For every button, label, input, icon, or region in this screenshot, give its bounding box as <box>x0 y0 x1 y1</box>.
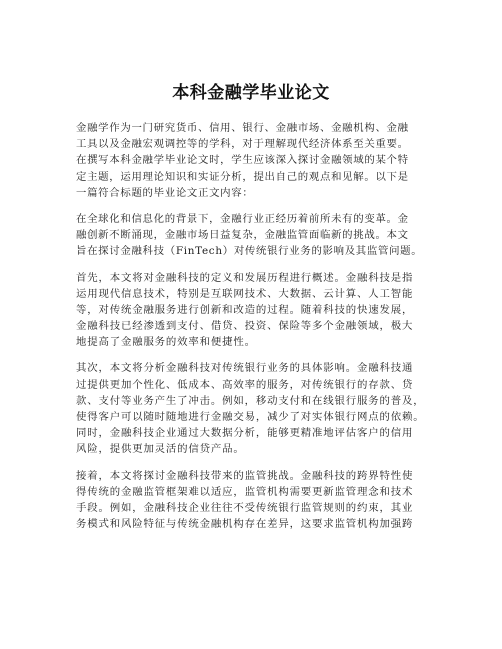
paragraph-impact <box>76 360 436 457</box>
text-line: 金融科技已经渗透到支付、借贷、投资、保险等多个金融领域，极大 <box>76 320 414 333</box>
paragraph-regulation <box>76 468 436 533</box>
document-title: 本科金融学毕业论文 <box>172 83 330 103</box>
text-line: 首先，本文将对金融科技的定义和发展历程进行概述。金融科技是指 <box>76 271 414 284</box>
text-line: 风险，提供更加灵活的信贷产品。 <box>76 443 245 456</box>
text-line: 地提高了金融服务的效率和便捷性。 <box>76 336 256 349</box>
paragraph-background <box>76 211 436 260</box>
text-line: 运用现代信息技术，特别是互联网技术、大数据、云计算、人工智能 <box>76 287 414 300</box>
text-line: 过提供更加个性化、低成本、高效率的服务，对传统银行的存款、贷 <box>76 378 414 391</box>
text-line: 其次，本文将分析金融科技对传统银行业务的具体影响。金融科技通 <box>76 362 414 375</box>
text-line: 工具以及金融宏观调控等的学科，对于理解现代经济体系至关重要。 <box>76 138 409 151</box>
text-line: 在全球化和信息化的背景下，金融行业正经历着前所未有的变革。金 <box>76 212 409 225</box>
text-line: 使得客户可以随时随地进行金融交易，减少了对实体银行网点的依赖。 <box>76 411 425 423</box>
text-line: 手段。例如，金融科技企业往往不受传统银行监管规则的约束，其业 <box>76 501 414 514</box>
text-line: 在撰写本科金融学毕业论文时，学生应该深入探讨金融领域的某个特 <box>76 154 409 167</box>
text-line: 金融学作为一门研究货币、信用、银行、金融市场、金融机构、金融 <box>76 122 409 134</box>
text-line: 定主题，运用理论知识和实证分析，提出自己的观点和见解。以下是 <box>76 170 409 183</box>
paragraph-fintech-definition <box>76 270 436 351</box>
text-line: 融创新不断涌现，金融市场日益复杂，金融监管面临新的挑战。本文 <box>76 229 409 242</box>
text-line: 同时，金融科技企业通过大数据分析，能够更精准地评估客户的信用 <box>76 427 414 440</box>
text-line: 款、支付等业务产生了冲击。例如，移动支付和在线银行服务的普及， <box>76 394 425 407</box>
text-line: 得传统的金融监管框架难以适应，监管机构需要更新监管理念和技术 <box>76 485 414 498</box>
text-line: 等，对传统金融服务进行创新和改造的过程。随着科技的快速发展， <box>76 303 414 316</box>
text-line: 一篇符合标题的毕业论文正文内容： <box>76 186 254 199</box>
paragraph-intro <box>76 120 436 201</box>
text-line: 务模式和风险特征与传统金融机构存在差异，这要求监管机构加强跨 <box>76 518 414 531</box>
text-line: 旨在探讨金融科技（FinTech）对传统银行业务的影响及其监管问题。 <box>76 245 423 258</box>
document-body <box>76 120 436 542</box>
text-line: 接着，本文将探讨金融科技带来的监管挑战。金融科技的跨界特性使 <box>76 469 414 482</box>
